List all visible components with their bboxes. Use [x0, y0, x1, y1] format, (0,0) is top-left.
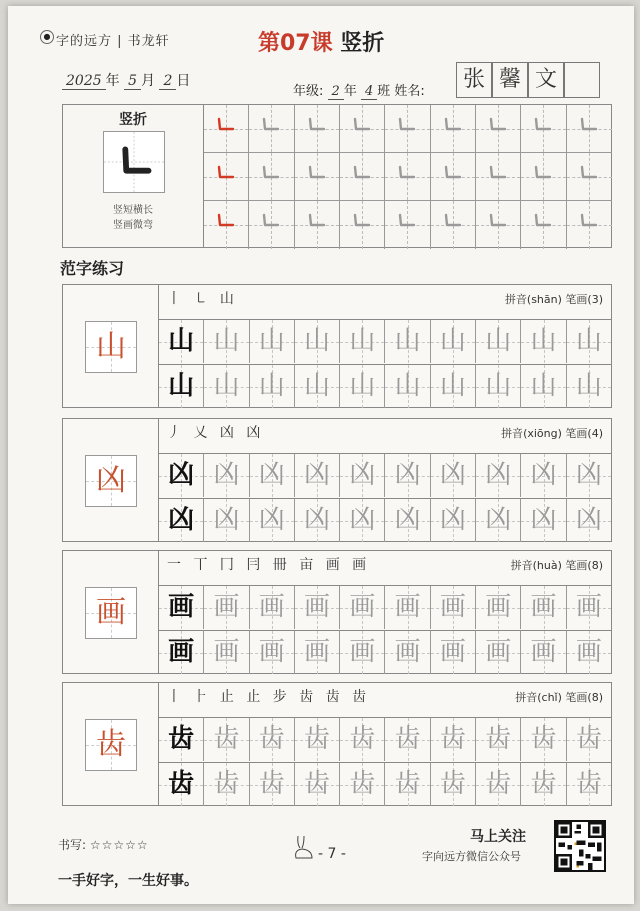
practice-char: 凶	[168, 505, 195, 535]
practice-char: 齿	[530, 769, 557, 799]
name-char-box: 张	[456, 62, 492, 98]
practice-cell[interactable]	[385, 365, 430, 408]
worksheet-page	[8, 6, 634, 904]
lesson-number: 第07课	[258, 31, 333, 56]
practice-char: 画	[213, 637, 240, 667]
stroke-practice-cell[interactable]	[567, 153, 612, 201]
vertical-turn-stroke-icon	[488, 163, 508, 183]
practice-cell[interactable]	[250, 499, 295, 542]
practice-char: 凶	[439, 505, 466, 535]
name-char-box	[564, 62, 600, 98]
practice-cell[interactable]	[159, 718, 204, 761]
practice-char: 齿	[168, 769, 195, 799]
stroke-practice-cell[interactable]	[295, 105, 340, 153]
practice-cell[interactable]	[204, 631, 249, 674]
stroke-order: 丨 ⺊ 止 止 步 齿 齿 齿	[167, 689, 371, 705]
stroke-tips: 竖短横长 竖画微弯	[113, 205, 153, 231]
name-boxes	[456, 62, 600, 98]
practice-char: 凶	[213, 505, 240, 535]
practice-char: 凶	[168, 460, 195, 490]
practice-char: 画	[258, 592, 285, 622]
practice-cell[interactable]	[431, 365, 476, 408]
practice-char: 山	[439, 326, 466, 356]
name-char-box: 文	[528, 62, 564, 98]
practice-cell[interactable]	[431, 631, 476, 674]
model-char-box	[85, 719, 137, 771]
practice-char: 山	[349, 371, 376, 401]
practice-char: 画	[575, 592, 602, 622]
char-practice-block	[62, 550, 612, 674]
practice-cell[interactable]	[567, 763, 611, 806]
practice-cell[interactable]	[250, 365, 295, 408]
stroke-order: 丨 ㇄ 山	[167, 291, 238, 307]
practice-char: 齿	[168, 724, 195, 754]
practice-char: 山	[530, 371, 557, 401]
practice-cell[interactable]	[385, 586, 430, 629]
stroke-practice-grid	[204, 104, 612, 248]
vertical-turn-stroke-icon	[443, 211, 463, 231]
practice-char: 凶	[258, 460, 285, 490]
practice-cell[interactable]	[204, 365, 249, 408]
vertical-turn-stroke-icon	[261, 211, 281, 231]
practice-cell[interactable]	[521, 499, 566, 542]
name-label: 姓名:	[394, 84, 425, 99]
practice-char: 山	[394, 326, 421, 356]
practice-cell[interactable]	[159, 320, 204, 363]
practice-cell[interactable]	[250, 763, 295, 806]
model-char: 齿	[96, 727, 126, 762]
practice-char: 齿	[394, 724, 421, 754]
vertical-turn-stroke-icon	[579, 115, 599, 135]
practice-char: 画	[530, 592, 557, 622]
stroke-practice-cell[interactable]	[521, 153, 566, 201]
stroke-practice-cell[interactable]	[295, 153, 340, 201]
practice-cell[interactable]	[567, 718, 611, 761]
vertical-turn-stroke-icon	[443, 163, 463, 183]
practice-char: 画	[439, 637, 466, 667]
practice-char: 画	[213, 592, 240, 622]
model-char: 凶	[96, 463, 126, 498]
practice-cell[interactable]	[385, 631, 430, 674]
pinyin: (huà)	[532, 559, 562, 572]
practice-char: 凶	[394, 460, 421, 490]
practice-cell[interactable]	[385, 718, 430, 761]
practice-char: 山	[304, 371, 331, 401]
practice-char: 凶	[485, 460, 512, 490]
practice-char: 凶	[530, 460, 557, 490]
practice-char: 画	[575, 637, 602, 667]
model-char-panel	[63, 551, 159, 673]
pinyin-info: 拼音(xiōng) 笔画(4)	[501, 427, 603, 440]
practice-char: 画	[394, 592, 421, 622]
stroke-practice-cell[interactable]	[431, 153, 476, 201]
pinyin-info: 拼音(chǐ) 笔画(8)	[515, 691, 603, 704]
practice-char: 山	[530, 326, 557, 356]
pinyin-info: 拼音(huà) 笔画(8)	[510, 559, 603, 572]
practice-cell[interactable]	[340, 586, 385, 629]
practice-char: 画	[304, 637, 331, 667]
practice-char: 画	[349, 637, 376, 667]
practice-cell[interactable]	[295, 631, 340, 674]
practice-char: 画	[485, 637, 512, 667]
practice-char: 齿	[213, 724, 240, 754]
practice-char: 画	[485, 592, 512, 622]
practice-char: 山	[485, 326, 512, 356]
stroke-practice-cell[interactable]	[567, 201, 612, 249]
practice-cell[interactable]	[431, 718, 476, 761]
vertical-turn-stroke-icon	[352, 163, 372, 183]
stroke-practice-cell[interactable]	[476, 105, 521, 153]
practice-char: 山	[213, 326, 240, 356]
model-char-box	[85, 587, 137, 639]
stroke-practice-cell[interactable]	[340, 105, 385, 153]
pinyin: (xiōng)	[523, 427, 562, 440]
stroke-count: (8)	[587, 559, 603, 572]
rabbit-icon	[292, 834, 316, 862]
practice-char: 凶	[304, 505, 331, 535]
vertical-turn-stroke-icon	[488, 211, 508, 231]
stroke-practice-cell[interactable]	[385, 201, 430, 249]
char-practice-block	[62, 418, 612, 542]
practice-cell[interactable]	[159, 454, 204, 497]
practice-cell[interactable]	[340, 320, 385, 363]
practice-char: 山	[304, 326, 331, 356]
practice-char: 山	[168, 371, 195, 401]
vertical-turn-stroke-icon	[443, 115, 463, 135]
stroke-demo-title: 竖折	[119, 112, 147, 128]
practice-cell[interactable]	[385, 454, 430, 497]
practice-cell[interactable]	[567, 631, 611, 674]
practice-char: 山	[439, 371, 466, 401]
practice-row	[159, 453, 611, 497]
stroke-count: (8)	[587, 691, 603, 704]
vertical-turn-stroke-icon	[352, 211, 372, 231]
footer-motto: 一手好字，一生好事。	[58, 873, 198, 889]
practice-char: 山	[575, 371, 602, 401]
practice-char: 齿	[304, 769, 331, 799]
practice-cell[interactable]	[567, 499, 611, 542]
practice-row	[159, 319, 611, 363]
practice-cell[interactable]	[476, 365, 521, 408]
rating-stars[interactable]: ☆☆☆☆☆	[89, 838, 149, 852]
vertical-turn-stroke-icon	[579, 163, 599, 183]
vertical-turn-stroke-icon	[307, 163, 327, 183]
stroke-count: (3)	[587, 293, 603, 306]
practice-char: 画	[304, 592, 331, 622]
practice-cell[interactable]	[159, 365, 204, 408]
practice-cell[interactable]	[567, 586, 611, 629]
qr-code-icon[interactable]	[554, 820, 606, 872]
practice-char: 画	[349, 592, 376, 622]
practice-char: 齿	[575, 769, 602, 799]
practice-cell[interactable]	[385, 499, 430, 542]
practice-cell[interactable]	[295, 499, 340, 542]
practice-cell[interactable]	[159, 499, 204, 542]
practice-cell[interactable]	[295, 320, 340, 363]
practice-cell[interactable]	[521, 718, 566, 761]
practice-char: 凶	[575, 460, 602, 490]
practice-cell[interactable]	[204, 718, 249, 761]
practice-char: 山	[258, 326, 285, 356]
follow-subtitle: 字向远方微信公众号	[422, 850, 521, 863]
stroke-practice-cell[interactable]	[476, 153, 521, 201]
char-practice-block	[62, 284, 612, 408]
practice-cell[interactable]	[340, 365, 385, 408]
practice-char: 凶	[485, 505, 512, 535]
practice-cell[interactable]	[204, 454, 249, 497]
practice-char: 齿	[439, 769, 466, 799]
practice-cell[interactable]	[567, 454, 611, 497]
practice-cell[interactable]	[340, 763, 385, 806]
practice-cell[interactable]	[521, 365, 566, 408]
practice-cell[interactable]	[159, 763, 204, 806]
practice-char: 凶	[394, 505, 421, 535]
practice-cell[interactable]	[204, 763, 249, 806]
practice-row	[159, 498, 611, 542]
practice-cell[interactable]	[431, 320, 476, 363]
model-char: 画	[96, 595, 126, 630]
writing-rating: 书写: ☆☆☆☆☆	[58, 838, 149, 852]
practice-char: 凶	[258, 505, 285, 535]
stroke-practice-cell[interactable]	[249, 105, 294, 153]
practice-char: 齿	[349, 769, 376, 799]
date-year: 2025	[62, 73, 106, 90]
practice-char: 画	[258, 637, 285, 667]
brand-name: 字的远方	[56, 34, 113, 49]
practice-cell[interactable]	[521, 454, 566, 497]
char-practice-block	[62, 682, 612, 806]
vertical-turn-stroke-icon	[579, 211, 599, 231]
vertical-turn-stroke-icon	[533, 211, 553, 231]
vertical-turn-stroke-icon	[261, 163, 281, 183]
practice-row	[159, 585, 611, 629]
vertical-turn-stroke-icon	[397, 163, 417, 183]
stroke-order: 一 丅 冂 冃 冊 亩 画 画	[167, 557, 371, 573]
practice-char: 齿	[349, 724, 376, 754]
practice-char: 齿	[258, 769, 285, 799]
practice-cell[interactable]	[476, 454, 521, 497]
date-day: 2	[159, 73, 176, 90]
stroke-practice-cell[interactable]	[340, 201, 385, 249]
practice-row	[159, 364, 611, 408]
practice-cell[interactable]	[295, 586, 340, 629]
practice-cell[interactable]	[431, 499, 476, 542]
practice-cell[interactable]	[431, 586, 476, 629]
stroke-practice-cell[interactable]	[385, 105, 430, 153]
practice-char: 山	[258, 371, 285, 401]
stroke-practice-cell[interactable]	[521, 201, 566, 249]
practice-cell[interactable]	[567, 365, 611, 408]
practice-char: 山	[213, 371, 240, 401]
practice-char: 山	[394, 371, 421, 401]
practice-char: 齿	[213, 769, 240, 799]
stroke-practice-cell[interactable]	[476, 201, 521, 249]
practice-char: 齿	[485, 769, 512, 799]
practice-cell[interactable]	[204, 320, 249, 363]
stroke-practice-cell[interactable]	[521, 105, 566, 153]
practice-cell[interactable]	[340, 631, 385, 674]
practice-cell[interactable]	[521, 320, 566, 363]
brand-header: 字的远方 | 书龙轩	[56, 34, 170, 49]
practice-char: 山	[349, 326, 376, 356]
practice-cell[interactable]	[159, 631, 204, 674]
stroke-practice-cell[interactable]	[295, 201, 340, 249]
practice-cell[interactable]	[476, 718, 521, 761]
stroke-practice-cell[interactable]	[249, 201, 294, 249]
practice-char: 画	[439, 592, 466, 622]
practice-char: 凶	[439, 460, 466, 490]
practice-char: 齿	[575, 724, 602, 754]
practice-cell[interactable]	[385, 320, 430, 363]
practice-char: 画	[168, 592, 195, 622]
lesson-stroke: 竖折	[340, 31, 385, 56]
practice-char: 凶	[213, 460, 240, 490]
stroke-practice-cell[interactable]	[340, 153, 385, 201]
pinyin: (chǐ)	[537, 691, 562, 704]
stroke-count: (4)	[587, 427, 603, 440]
brand-sub: 书龙轩	[127, 34, 170, 49]
practice-cell[interactable]	[431, 454, 476, 497]
grade-value: 2	[328, 84, 344, 100]
model-char-panel	[63, 419, 159, 541]
practice-cell[interactable]	[476, 499, 521, 542]
class-value: 4	[361, 84, 377, 100]
practice-cell[interactable]	[204, 586, 249, 629]
vertical-turn-stroke-icon	[533, 115, 553, 135]
practice-cell[interactable]	[521, 763, 566, 806]
stroke-demo-box	[103, 131, 165, 193]
practice-cell[interactable]	[476, 763, 521, 806]
stroke-practice-cell[interactable]	[204, 105, 249, 153]
practice-char: 凶	[349, 505, 376, 535]
date-line: 2025 年 5 月 2 日	[62, 70, 190, 90]
model-char: 山	[96, 329, 126, 364]
practice-char: 山	[575, 326, 602, 356]
practice-char: 齿	[530, 724, 557, 754]
practice-cell[interactable]	[476, 586, 521, 629]
practice-char: 齿	[485, 724, 512, 754]
page-title	[258, 26, 384, 57]
stroke-practice-cell[interactable]	[431, 105, 476, 153]
vertical-turn-stroke-icon	[307, 115, 327, 135]
practice-cell[interactable]	[521, 631, 566, 674]
pinyin-info: 拼音(shān) 笔画(3)	[504, 293, 603, 306]
practice-cell[interactable]	[159, 586, 204, 629]
stroke-demo-card	[62, 104, 204, 248]
vertical-turn-stroke-icon	[104, 132, 164, 192]
practice-cell[interactable]	[250, 631, 295, 674]
stroke-practice-cell[interactable]	[204, 153, 249, 201]
stroke-practice-cell[interactable]	[204, 201, 249, 249]
stroke-practice-cell[interactable]	[385, 153, 430, 201]
class-info: 年级: 2 年 4 班 姓名:	[293, 84, 425, 99]
vertical-turn-stroke-icon	[216, 163, 236, 183]
practice-cell[interactable]	[250, 320, 295, 363]
stroke-practice-cell[interactable]	[431, 201, 476, 249]
practice-char: 画	[530, 637, 557, 667]
practice-cell[interactable]	[250, 586, 295, 629]
vertical-turn-stroke-icon	[261, 115, 281, 135]
section-title: 范字练习	[60, 259, 125, 278]
vertical-turn-stroke-icon	[216, 115, 236, 135]
practice-cell[interactable]	[431, 763, 476, 806]
vertical-turn-stroke-icon	[488, 115, 508, 135]
practice-cell[interactable]	[340, 499, 385, 542]
practice-cell[interactable]	[476, 320, 521, 363]
vertical-turn-stroke-icon	[307, 211, 327, 231]
practice-cell[interactable]	[295, 718, 340, 761]
vertical-turn-stroke-icon	[397, 115, 417, 135]
practice-cell[interactable]	[521, 586, 566, 629]
practice-char: 齿	[304, 724, 331, 754]
practice-cell[interactable]	[204, 499, 249, 542]
practice-char: 凶	[530, 505, 557, 535]
vertical-turn-stroke-icon	[352, 115, 372, 135]
practice-cell[interactable]	[340, 718, 385, 761]
practice-cell[interactable]	[385, 763, 430, 806]
practice-char: 画	[394, 637, 421, 667]
date-month: 5	[124, 73, 141, 90]
practice-cell[interactable]	[476, 631, 521, 674]
practice-cell[interactable]	[250, 454, 295, 497]
model-char-box	[85, 455, 137, 507]
practice-cell[interactable]	[340, 454, 385, 497]
model-char-panel	[63, 683, 159, 805]
vertical-turn-stroke-icon	[533, 163, 553, 183]
stroke-practice-cell[interactable]	[249, 153, 294, 201]
name-char-box: 馨	[492, 62, 528, 98]
practice-char: 凶	[349, 460, 376, 490]
practice-cell[interactable]	[295, 365, 340, 408]
follow-title: 马上关注	[470, 829, 526, 845]
vertical-turn-stroke-icon	[216, 211, 236, 231]
practice-char: 山	[485, 371, 512, 401]
practice-row	[159, 717, 611, 761]
stroke-order: 丿 乂 凶 凶	[167, 425, 265, 441]
practice-char: 画	[168, 637, 195, 667]
practice-char: 齿	[394, 769, 421, 799]
practice-cell[interactable]	[567, 320, 611, 363]
practice-cell[interactable]	[295, 763, 340, 806]
stroke-practice-cell[interactable]	[567, 105, 612, 153]
brand-seal-icon: ●	[40, 30, 54, 44]
practice-char: 凶	[304, 460, 331, 490]
page-number: - 7 -	[318, 846, 346, 862]
practice-cell[interactable]	[295, 454, 340, 497]
practice-cell[interactable]	[250, 718, 295, 761]
vertical-turn-stroke-icon	[397, 211, 417, 231]
practice-char: 齿	[258, 724, 285, 754]
model-char-box	[85, 321, 137, 373]
model-char-panel	[63, 285, 159, 407]
practice-char: 齿	[439, 724, 466, 754]
practice-char: 凶	[575, 505, 602, 535]
practice-char: 山	[168, 326, 195, 356]
practice-row	[159, 762, 611, 806]
pinyin: (shān)	[526, 293, 562, 306]
practice-row	[159, 630, 611, 674]
